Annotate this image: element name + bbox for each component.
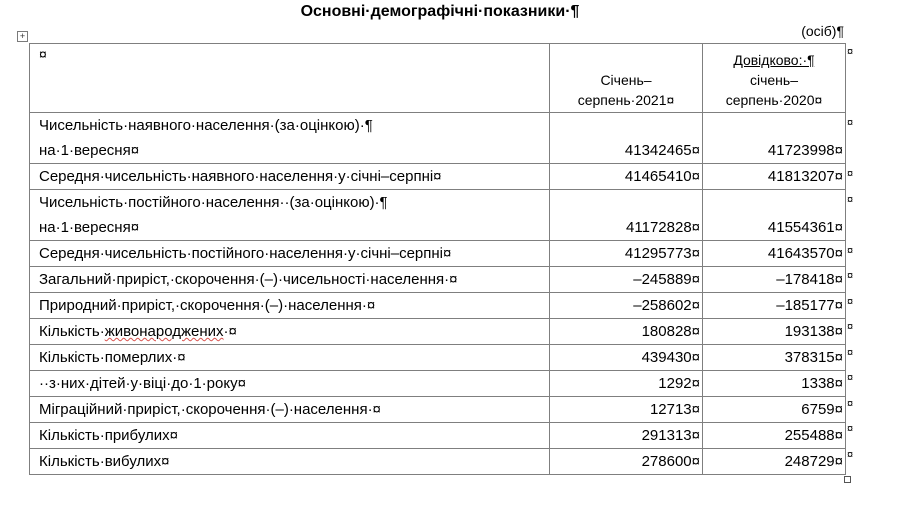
- row-label-line2: на·1·вересня¤: [39, 142, 140, 159]
- row-label-cell[interactable]: Середня·чисельність·постійного·населення·у·січні–серпні¤: [30, 241, 550, 267]
- table-row: [30, 113, 846, 164]
- value-2021-cell[interactable]: 41465410¤: [550, 164, 703, 190]
- row-label-line2: на·1·вересня¤: [39, 219, 140, 236]
- row-label-cell[interactable]: Середня·чисельність·наявного·населення·у·січні–серпні¤: [30, 164, 550, 190]
- row-end-mark: ¤: [847, 372, 854, 384]
- value-2021-cell[interactable]: 12713¤: [550, 397, 703, 423]
- row-label-suffix: ·¤: [223, 323, 237, 340]
- row-end-mark: ¤: [847, 398, 854, 410]
- row-label-cell[interactable]: [30, 190, 550, 241]
- row-label-cell[interactable]: Кількість·вибулих¤: [30, 449, 550, 475]
- value-2021-cell[interactable]: –258602¤: [550, 293, 703, 319]
- row-label-cell[interactable]: Кількість·прибулих¤: [30, 423, 550, 449]
- document-title: Основні·демографічні·показники·¶: [300, 3, 580, 20]
- value-2021-cell[interactable]: –245889¤: [550, 267, 703, 293]
- value-2020-cell[interactable]: 41723998¤: [703, 113, 846, 164]
- value-2020-cell[interactable]: 41554361¤: [703, 190, 846, 241]
- row-label-line1: Чисельність·постійного·населення··(за·оцінкою)·¶: [39, 194, 388, 211]
- header-blank-cell[interactable]: ¤: [30, 44, 550, 113]
- table-row: [30, 345, 846, 371]
- value-2020-cell[interactable]: 41643570¤: [703, 241, 846, 267]
- table-resize-handle[interactable]: [844, 476, 851, 483]
- row-label-cell[interactable]: Природний·приріст,·скорочення·(–)·населення·¤: [30, 293, 550, 319]
- demographics-table: [29, 43, 846, 475]
- value-2021-cell[interactable]: 41172828¤: [550, 190, 703, 241]
- table-header-row: [30, 44, 846, 113]
- table-row: [30, 449, 846, 475]
- value-2020-cell[interactable]: –185177¤: [703, 293, 846, 319]
- table-row: [30, 241, 846, 267]
- table-row: [30, 319, 846, 345]
- row-end-mark: ¤: [847, 423, 854, 435]
- row-label-cell[interactable]: [30, 113, 550, 164]
- value-2020-cell[interactable]: 248729¤: [703, 449, 846, 475]
- header-2020-title: Довідково:·¶: [733, 52, 815, 68]
- value-2020-cell[interactable]: 6759¤: [703, 397, 846, 423]
- table-move-handle-icon[interactable]: +: [17, 31, 28, 42]
- value-2021-cell[interactable]: 41295773¤: [550, 241, 703, 267]
- value-2020-cell[interactable]: 378315¤: [703, 345, 846, 371]
- row-label-prefix: Кількість·: [39, 323, 105, 340]
- row-end-mark: ¤: [847, 296, 854, 308]
- header-2021-cell[interactable]: Січень–серпень·2021¤: [550, 44, 703, 113]
- spellcheck-flagged-word[interactable]: живонароджених: [104, 323, 224, 340]
- table-row: [30, 371, 846, 397]
- row-label-line1: Чисельність·наявного·населення·(за·оцінкою)·¶: [39, 117, 373, 134]
- row-end-mark: ¤: [847, 321, 854, 333]
- table-row: [30, 397, 846, 423]
- value-2020-cell[interactable]: 255488¤: [703, 423, 846, 449]
- table-row: [30, 164, 846, 190]
- value-2020-cell[interactable]: 1338¤: [703, 371, 846, 397]
- value-2020-cell[interactable]: 41813207¤: [703, 164, 846, 190]
- row-end-mark: ¤: [847, 449, 854, 461]
- value-2021-cell[interactable]: 278600¤: [550, 449, 703, 475]
- value-2021-cell[interactable]: 1292¤: [550, 371, 703, 397]
- row-end-mark: ¤: [847, 168, 854, 180]
- value-2020-cell[interactable]: –178418¤: [703, 267, 846, 293]
- row-label-cell[interactable]: Кількість·померлих·¤: [30, 345, 550, 371]
- table-row: [30, 293, 846, 319]
- row-end-mark: ¤: [847, 245, 854, 257]
- row-end-mark: ¤: [847, 347, 854, 359]
- row-end-mark: ¤: [847, 117, 854, 129]
- table-row: [30, 190, 846, 241]
- row-label-cell[interactable]: ··з·них·дітей·у·віці·до·1·року¤: [30, 371, 550, 397]
- value-2021-cell[interactable]: 291313¤: [550, 423, 703, 449]
- unit-label: (осіб)¶: [801, 23, 844, 39]
- row-end-mark: ¤: [847, 194, 854, 206]
- header-2020-period: січень–серпень·2020¤: [725, 72, 823, 108]
- value-2021-cell[interactable]: 180828¤: [550, 319, 703, 345]
- row-label-cell[interactable]: Загальний·приріст,·скорочення·(–)·чисельності·населення·¤: [30, 267, 550, 293]
- value-2020-cell[interactable]: 193138¤: [703, 319, 846, 345]
- table-row: [30, 267, 846, 293]
- row-end-mark: ¤: [847, 270, 854, 282]
- header-2020-cell[interactable]: [703, 44, 846, 113]
- row-label-cell[interactable]: [30, 319, 550, 345]
- row-label-cell[interactable]: Міграційний·приріст,·скорочення·(–)·населення·¤: [30, 397, 550, 423]
- value-2021-cell[interactable]: 41342465¤: [550, 113, 703, 164]
- row-end-mark: ¤: [847, 46, 854, 58]
- table-row: [30, 423, 846, 449]
- value-2021-cell[interactable]: 439430¤: [550, 345, 703, 371]
